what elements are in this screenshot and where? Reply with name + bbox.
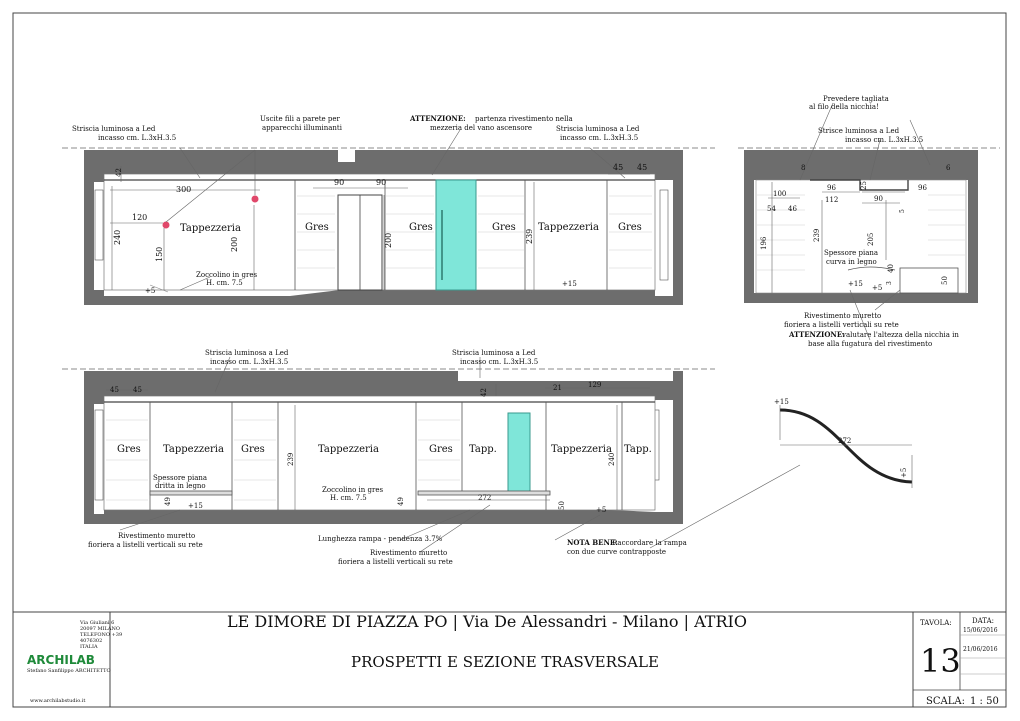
dim-42: 42: [115, 168, 123, 177]
ramp-top-level: +15: [774, 398, 789, 406]
project-title: LE DIMORE DI PIAZZA PO | Via De Alessandri - Milano | ATRIO: [227, 612, 747, 631]
dim-205: 205: [867, 232, 875, 246]
dim-3: 3: [886, 281, 893, 285]
label-tappezzeria: Tappezzeria: [538, 222, 599, 233]
note-uscite-b: apparecchi illuminanti: [262, 124, 342, 132]
dim-96-b: 96: [918, 184, 927, 192]
level-plus-5: +5: [872, 284, 883, 292]
data-label: DATA:: [972, 617, 994, 625]
note-spessore-b: curva in legno: [826, 258, 877, 266]
scala-label: SCALA:: [926, 696, 965, 707]
dim-240: 240: [113, 229, 122, 245]
dim-112: 112: [825, 196, 839, 204]
dim-5: 5: [899, 209, 906, 213]
note-att-label: ATTENZIONE:: [789, 330, 845, 339]
note-muretto-1: Rivestimento muretto: [118, 532, 196, 540]
dim-50: 50: [941, 276, 949, 285]
note-muretto-b: fioriera a listelli verticali su rete: [784, 321, 899, 329]
dim-45-a: 45: [613, 163, 624, 172]
logo-address-line: 4076302: [80, 638, 103, 644]
dim-21: 21: [553, 384, 562, 392]
label-gres: Gres: [305, 222, 329, 233]
label-tapp: Tapp.: [624, 444, 652, 455]
dim-49-b: 49: [397, 497, 405, 506]
note-tagliata-b: al filo della nicchia!: [809, 103, 879, 111]
website: www.archilabstudio.it: [30, 698, 86, 704]
dim-100: 100: [773, 190, 787, 198]
dim-272: 272: [478, 494, 492, 502]
dim-49-a: 49: [164, 497, 172, 506]
dim-8: 8: [801, 164, 806, 172]
dim-300: 300: [176, 185, 192, 194]
note-led-2: Striscia luminosa a Led: [452, 349, 536, 357]
level-plus-15: +15: [188, 502, 203, 510]
note-rampa: Lunghezza rampa - pendenza 3.7%: [318, 535, 443, 543]
note-led-2: Striscia luminosa a Led: [556, 125, 640, 133]
label-gres: Gres: [492, 222, 516, 233]
dim-96-a: 96: [827, 184, 836, 192]
dim-6: 6: [946, 164, 951, 172]
ramp-bottom-level: +5: [900, 467, 908, 478]
note-uscite: Uscite fili a parete per: [260, 115, 340, 123]
dim-196: 196: [760, 236, 768, 250]
label-gres: Gres: [241, 444, 265, 455]
label-gres: Gres: [618, 222, 642, 233]
logo-address-line: Via Giuliani 6: [80, 620, 115, 626]
dim-239: 239: [525, 228, 534, 244]
dim-90-b: 90: [376, 178, 387, 187]
note-zoccolino-h: H. cm. 7.5: [330, 494, 367, 502]
date-1: 15/06/2016: [963, 627, 998, 634]
note-strisce-b: incasso cm. L.3xH.3.5: [845, 136, 924, 144]
dim-239: 239: [813, 228, 821, 242]
note-attenzione-b: mezzeria del vano ascensore: [430, 124, 533, 132]
label-tappezzeria: Tappezzeria: [163, 444, 224, 455]
dim-90: 90: [874, 195, 883, 203]
logo-subtitle: Stefano Sanfilippo ARCHITETTO: [27, 668, 111, 674]
note-attenzione: partenza rivestimento nella: [475, 115, 573, 123]
note-zoccolino: Zoccolino in gres: [196, 271, 258, 279]
note-led-2b: incasso cm. L.3xH.3.5: [460, 358, 539, 366]
note-tagliata: Prevedere tagliata: [823, 95, 889, 103]
dim-54: 54: [767, 205, 776, 213]
dim-46: 46: [788, 205, 797, 213]
note-spessore: Spessore piana: [824, 249, 879, 257]
dim-50: 50: [558, 501, 566, 510]
dim-120: 120: [132, 213, 148, 222]
logo-address-line: TELEFONO +39: [80, 632, 123, 638]
note-led-2b: incasso cm. L.3xH.3.5: [560, 134, 639, 142]
label-tapp: Tapp.: [469, 444, 497, 455]
note-attenzione-label: ATTENZIONE:: [410, 114, 466, 123]
dim-129: 129: [588, 381, 602, 389]
note-muretto-2b: fioriera a listelli verticali su rete: [338, 558, 453, 566]
note-led-1: Striscia luminosa a Led: [205, 349, 289, 357]
label-tappezzeria: Tappezzeria: [318, 444, 379, 455]
note-led-1: Striscia luminosa a Led: [72, 125, 156, 133]
note-att-b: base alla fugatura del rivestimento: [808, 340, 933, 348]
level-plus-15: +15: [562, 280, 577, 288]
dim-239: 239: [287, 452, 295, 466]
elevation-1: [62, 114, 715, 305]
dim-150: 150: [155, 246, 164, 262]
ramp-length: 272: [838, 437, 852, 445]
label-gres: Gres: [409, 222, 433, 233]
level-plus-5: +5: [596, 506, 607, 514]
note-strisce: Strisce luminosa a Led: [818, 127, 900, 135]
note-led-1b: incasso cm. L.3xH.3.5: [210, 358, 289, 366]
note-bene: Raccordare la rampa: [612, 539, 687, 547]
note-spessore: Spessore piana: [153, 474, 208, 482]
note-zoccolino: Zoccolino in gres: [322, 486, 384, 494]
cross-section: [738, 95, 1000, 348]
note-led-1b: incasso cm. L.3xH.3.5: [98, 134, 177, 142]
scala-value: 1 : 50: [970, 696, 999, 707]
dim-90-a: 90: [334, 178, 345, 187]
level-plus-15: +15: [848, 280, 863, 288]
sheet-subject: PROSPETTI E SEZIONE TRASVERSALE: [351, 653, 659, 671]
level-plus-5: +5: [145, 287, 156, 295]
ramp-detail: [774, 398, 912, 488]
dim-25: 25: [860, 181, 868, 190]
label-gres: Gres: [117, 444, 141, 455]
note-att: valutare l'altezza della nicchia in: [842, 331, 959, 339]
note-spessore-b: dritta in legno: [155, 482, 206, 490]
tavola-number: 13: [920, 642, 961, 680]
note-bene-b: con due curve contrapposte: [567, 548, 667, 556]
dim-45-a: 45: [110, 386, 119, 394]
elevation-2: [62, 349, 800, 566]
note-bene-label: NOTA BENE:: [567, 538, 618, 547]
note-zoccolino-h: H. cm. 7.5: [206, 279, 243, 287]
archilab-logo: ARCHILAB: [27, 653, 95, 667]
logo-address-line: 20097 MILANO: [80, 626, 120, 632]
note-muretto-1b: fioriera a listelli verticali su rete: [88, 541, 203, 549]
dim-200-b: 200: [384, 232, 393, 248]
title-block: [13, 612, 1006, 707]
dim-45-b: 45: [133, 386, 142, 394]
note-muretto-2: Rivestimento muretto: [370, 549, 448, 557]
date-2: 21/06/2016: [963, 646, 998, 653]
label-tappezzeria: Tappezzeria: [180, 223, 241, 234]
dim-200: 200: [230, 236, 239, 252]
label-tappezzeria: Tappezzeria: [551, 444, 612, 455]
dim-45-b: 45: [637, 163, 648, 172]
dim-42: 42: [480, 388, 488, 397]
label-gres: Gres: [429, 444, 453, 455]
dim-40: 40: [887, 264, 895, 273]
logo-address-line: ITALIA: [80, 644, 98, 650]
note-muretto: Rivestimento muretto: [804, 312, 882, 320]
dim-240: 240: [608, 452, 616, 466]
tavola-label: TAVOLA:: [920, 619, 952, 627]
